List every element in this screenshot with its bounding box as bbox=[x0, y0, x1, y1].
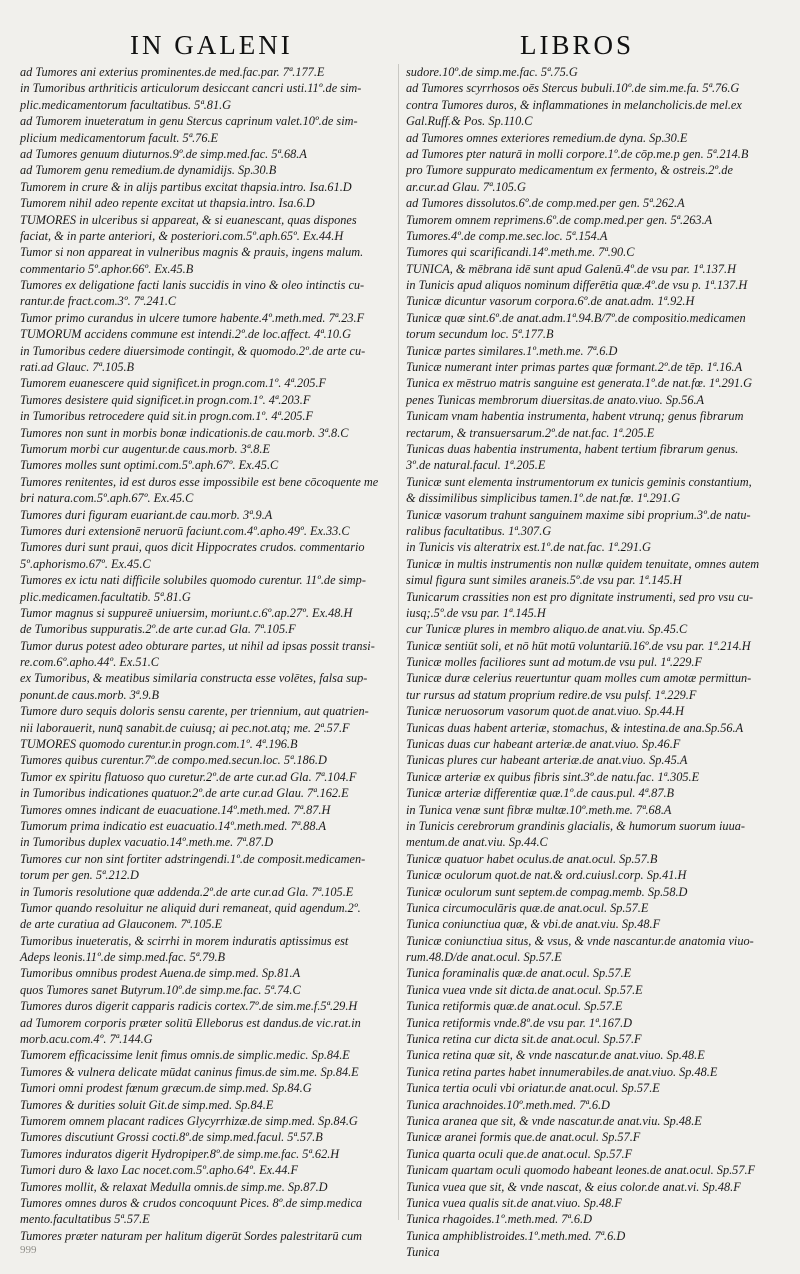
index-entry: ad Tumores genuum diuturnos.9º.de simp.med.fac. 5ª.68.A bbox=[20, 146, 307, 161]
index-entry: TUNICA, & mēbrana idē sunt apud Galenū.4º.de vsu par. 1ª.137.H bbox=[406, 261, 736, 276]
index-entry: mento.facultatibus 5ª.57.E bbox=[20, 1212, 150, 1227]
index-entry: ad Tumores omnes exteriores remedium.de dyna. Sp.30.E bbox=[406, 130, 688, 145]
index-entry: in Tumoribus retrocedere quid sit.in progn.com.1º. 4ª.205.F bbox=[20, 409, 313, 424]
index-entry: Tunica coniunctiua quæ, & vbi.de anat.viu. Sp.48.F bbox=[406, 917, 661, 932]
index-entry: rum.48.D/de anat.ocul. Sp.57.E bbox=[406, 950, 562, 965]
index-entry: Tumores duri extensionē neruorū faciunt.com.4º.apho.49º. Ex.33.C bbox=[20, 523, 350, 538]
index-entry: in Tunicis apud aliquos nominum differētia quæ.4º.de vsu p. 1ª.137.H bbox=[406, 278, 748, 293]
index-entry: in Tunicis cerebrorum grandinis glacialis, & humorum suorum iuua- bbox=[406, 818, 745, 833]
index-entry: Tunicæ oculorum quot.de nat.& ord.cuiusl.corp. Sp.41.H bbox=[406, 868, 687, 883]
header-left: IN GALENI bbox=[130, 30, 293, 60]
index-entry: Tunicæ numerant inter primas partes quæ formant.2º.de tēp. 1ª.16.A bbox=[406, 360, 743, 375]
left-column bbox=[20, 64, 392, 1243]
index-entry: Tumores quibus curentur.7º.de compo.med.secun.loc. 5ª.186.D bbox=[20, 753, 327, 768]
index-entry: sudore.10º.de simp.me.fac. 5ª.75.G bbox=[406, 65, 578, 79]
index-entry: Tunicæ dicuntur vasorum corpora.6º.de anat.adm. 1ª.92.H bbox=[406, 294, 695, 309]
index-entry: Tumores & durities soluit Git.de simp.med. Sp.84.E bbox=[20, 1097, 274, 1112]
index-entry: rectarum, & transuersarum.2º.de nat.fac. 1ª.205.E bbox=[406, 425, 655, 440]
running-header bbox=[0, 30, 800, 64]
index-entry: in Tumoribus duplex vacuatio.14º.meth.me. 7ª.87.D bbox=[20, 835, 274, 850]
index-entry: quos Tumores sanet Butyrum.10º.de simp.me.fac. 5ª.74.C bbox=[20, 982, 301, 997]
index-entry: ex Tumoribus, & meatibus similaria constructa esse volētes, falsa sup- bbox=[20, 671, 368, 686]
index-entry: ad Tumores pter naturā in molli corpore.1º.de cōp.me.p gen. 5ª.214.B bbox=[406, 146, 749, 161]
index-entry: plic.medicamentorum facultatibus. 5ª.81.G bbox=[20, 97, 232, 112]
index-entry: plic.medicamen.facultatib. 5ª.81.G bbox=[20, 589, 191, 604]
index-entry: TUMORES quomodo curentur.in progn.com.1º. 4ª.196.B bbox=[20, 737, 298, 752]
index-entry: TUMORUM accidens commune est intendi.2º.de loc.affect. 4ª.10.G bbox=[20, 327, 351, 342]
index-entry: Tumores & vulnera delicate mūdat caninus fimus.de sim.me. Sp.84.E bbox=[20, 1064, 359, 1079]
right-column bbox=[406, 64, 772, 1260]
index-entry: Tumore duro sequis doloris sensu carente, per triennium, aut quatrien- bbox=[20, 704, 369, 719]
index-entry: Tunicas duas habent arteriæ, stomachus, & intestina.de ana.Sp.56.A bbox=[406, 720, 744, 735]
index-entry: Tunicæ in multis instrumentis non nullæ quidem tenuitate, omnes autem bbox=[406, 556, 760, 571]
index-entry: ralibus facultatibus. 1ª.307.G bbox=[406, 523, 552, 538]
index-entry: faciat, & in parte anteriori, & posteriori.com.5º.aph.65º. Ex.44.H bbox=[20, 228, 344, 243]
index-entry: in Tumoris resolutione quæ addenda.2º.de arte cur.ad Gla. 7ª.105.E bbox=[20, 884, 354, 899]
index-entry: Tumores mollit, & relaxat Medulla omnis.de simp.me. Sp.87.D bbox=[20, 1179, 328, 1194]
index-entry: simul figura sunt similes araneis.5º.de vsu par. 1ª.145.H bbox=[406, 573, 682, 588]
index-entry: in Tunica venæ sunt fibræ multæ.10º.meth.me. 7ª.68.A bbox=[406, 802, 672, 817]
index-entry: Tumores molles sunt optimi.com.5º.aph.67º. Ex.45.C bbox=[20, 458, 279, 473]
index-entry: Tunica retina quæ sit, & vnde nascatur.de anat.viuo. Sp.48.E bbox=[406, 1048, 705, 1063]
index-entry: Tumorem nihil adeo repente excitat ut thapsia.intro. Isa.6.D bbox=[20, 196, 315, 211]
index-entry: Tunica foraminalis quæ.de anat.ocul. Sp.57.E bbox=[406, 966, 632, 981]
index-entry: mentum.de anat.viu. Sp.44.C bbox=[406, 835, 548, 850]
index-entry: 3º.de natural.facul. 1ª.205.E bbox=[406, 458, 546, 473]
index-entry: rantur.de fract.com.3º. 7ª.241.C bbox=[20, 294, 177, 309]
index-entry: Tumor magnus si suppureē uniuersim, moriunt.c.6º.ap.27º. Ex.48.H bbox=[20, 605, 353, 620]
index-entry: Tunicæ quæ sint.6º.de anat.adm.1ª.94.B/7º.de compositio.medicamen bbox=[406, 310, 746, 325]
index-entry: Tumores.4º.de comp.me.sec.loc. 5ª.154.A bbox=[406, 228, 608, 243]
index-entry: Tumorem omnem placant radices Glycyrrhizæ.de simp.med. Sp.84.G bbox=[20, 1114, 358, 1128]
index-entry: 5º.aphorismo.67º. Ex.45.C bbox=[20, 556, 151, 571]
index-entry: Tumores non sunt in morbis bonæ indicationis.de cau.morb. 3ª.8.C bbox=[20, 425, 349, 440]
index-entry: plicium medicamentorum facult. 5ª.76.E bbox=[20, 130, 219, 145]
index-entry: Tumoribus omnibus prodest Auena.de simp.med. Sp.81.A bbox=[20, 966, 301, 981]
index-entry: Tumori duro & laxo Lac nocet.com.5º.apho.64º. Ex.44.F bbox=[20, 1163, 299, 1178]
index-entry: contra Tumores duros, & inflammationes in melancholicis.de mel.ex bbox=[406, 97, 742, 112]
index-entry: Tumores ex deligatione facti lanis succidis in vino & oleo intinctis cu- bbox=[20, 278, 365, 293]
column-rule bbox=[398, 64, 399, 1220]
index-entry: in Tumoribus cedere diuersimode contingit, & quomodo.2º.de arte cu- bbox=[20, 343, 366, 358]
index-entry: penes Tunicas membrorum diuersitas.de anato.viuo. Sp.56.A bbox=[406, 392, 705, 407]
index-entry: Tumores discutiunt Grossi cocti.8º.de simp.med.facul. 5ª.57.B bbox=[20, 1130, 323, 1145]
index-entry: re.com.6º.apho.44º. Ex.51.C bbox=[20, 655, 160, 670]
index-entry: Tumores duri figuram euariant.de cau.morb. 3ª.9.A bbox=[20, 507, 273, 522]
index-entry: Tunica arachnoides.10º.meth.med. 7ª.6.D bbox=[406, 1097, 610, 1112]
index-entry: ad Tumores ani exterius prominentes.de med.fac.par. 7ª.177.E bbox=[20, 65, 325, 79]
index-entry: ar.cur.ad Glau. 7ª.105.G bbox=[406, 179, 526, 194]
index-entry: Tunicam quartam oculi quomodo habeant leones.de anat.ocul. Sp.57.F bbox=[406, 1163, 756, 1178]
index-entry: Tunicam vnam habentia instrumenta, habent vtrunq; genus fibrarum bbox=[406, 409, 744, 424]
index-entry: bri natura.com.5º.aph.67º. Ex.45.C bbox=[20, 491, 194, 506]
index-entry: Tunica vuea que sit, & vnde nascat, & eius color.de anat.vi. Sp.48.F bbox=[406, 1179, 741, 1194]
index-entry: in Tumoribus indicationes quatuor.2º.de arte cur.ad Glau. 7ª.162.E bbox=[20, 786, 349, 801]
index-entry: Tumor ex spiritu flatuoso quo curetur.2º.de arte cur.ad Gla. 7ª.104.F bbox=[20, 769, 357, 784]
index-entry: Tumores duri sunt praui, quos dicit Hippocrates crudos. commentario bbox=[20, 540, 365, 555]
index-entry: Tunicæ quatuor habet oculus.de anat.ocul. Sp.57.B bbox=[406, 851, 658, 866]
index-entry: tur rursus ad statum proprium redire.de vsu pulsf. 1ª.229.F bbox=[406, 687, 697, 702]
index-entry: Tunica amphiblistroides.1º.meth.med. 7ª.6.D bbox=[406, 1228, 626, 1243]
index-entry: Tunica vuea qualis sit.de anat.viuo. Sp.48.F bbox=[406, 1195, 622, 1210]
index-entry: Tunica retina partes habet innumerabiles.de anat.viuo. Sp.48.E bbox=[406, 1064, 718, 1079]
index-entry: Tumor si non appareat in vulneribus magnis & prauis, ingens malum. bbox=[20, 245, 364, 260]
index-entry: torum per gen. 5ª.212.D bbox=[20, 868, 139, 883]
index-entry: de Tumoribus suppuratis.2º.de arte cur.ad Gla. 7ª.105.F bbox=[20, 622, 296, 637]
index-entry: Tunicas plures cur habeant arteriæ.de anat.viuo. Sp.45.A bbox=[406, 753, 688, 768]
index-entry: Tumorem in crure & in alijs partibus excitat thapsia.intro. Isa.61.D bbox=[20, 179, 352, 194]
index-entry: in Tunicis vis alteratrix est.1º.de nat.fac. 1ª.291.G bbox=[406, 540, 651, 555]
index-entry: Tunicæ sentiūt soli, et nō hūt motū voluntariū.16º.de vsu par. 1ª.214.H bbox=[406, 638, 751, 653]
index-entry: Tunicæ coniunctiua situs, & vsus, & vnde nascantur.de anatomia viuo- bbox=[406, 933, 754, 948]
index-entry: Tunicæ vasorum trahunt sanguinem maxime sibi proprium.3º.de natu- bbox=[406, 507, 751, 522]
index-entry: Tumor durus potest adeo obturare partes, ut nihil ad ipsas possit transi- bbox=[20, 638, 375, 653]
index-entry: Tunicæ duræ celerius reuertuntur quam molles cum amotæ permittun- bbox=[406, 671, 752, 686]
index-entry: Tunicæ oculorum sunt septem.de compag.memb. Sp.58.D bbox=[406, 884, 688, 899]
index-entry: Tunicæ partes similares.1º.meth.me. 7ª.6.D bbox=[406, 343, 618, 358]
index-entry: Tunicæ aranei formis que.de anat.ocul. Sp.57.F bbox=[406, 1130, 641, 1145]
index-entry: Tunica retina cur dicta sit.de anat.ocul. Sp.57.F bbox=[406, 1032, 642, 1047]
index-entry: Tumorum morbi cur augentur.de caus.morb. 3ª.8.E bbox=[20, 441, 271, 456]
header-right: LIBROS bbox=[520, 30, 635, 60]
index-entry: torum secundum loc. 5ª.177.B bbox=[406, 327, 554, 342]
index-entry: Tunicas duas cur habeant arteriæ.de anat.viuo. Sp.46.F bbox=[406, 737, 681, 752]
index-entry: ad Tumorem genu remedium.de dynamidijs. Sp.30.B bbox=[20, 163, 277, 178]
index-entry: Tumores desistere quid significet.in progn.com.1º. 4ª.203.F bbox=[20, 392, 311, 407]
index-entry: cur Tunicæ plures in membro aliquo.de anat.viu. Sp.45.C bbox=[406, 622, 688, 637]
index-entry: Tunica bbox=[406, 1245, 440, 1260]
index-entry: Tunica retiformis vnde.8º.de vsu par. 1ª.167.D bbox=[406, 1015, 633, 1030]
index-entry: nii laborauerit, nunq̄ sanabit.de cuiusq; ai pec.not.atq; me. 2ª.57.F bbox=[20, 720, 350, 735]
index-entry: Tunica ex mēstruo matris sanguine est generata.1º.de nat.fœ. 1ª.291.G bbox=[406, 376, 753, 391]
index-entry: Tunica quarta oculi que.de anat.ocul. Sp.57.F bbox=[406, 1146, 633, 1161]
index-entry: de arte curatiua ad Glauconem. 7ª.105.E bbox=[20, 917, 223, 932]
index-entry: ad Tumores scyrrhosos oēs Stercus bubuli.10º.de sim.me.fa. 5ª.76.G bbox=[406, 81, 740, 96]
index-entry: ponunt.de caus.morb. 3ª.9.B bbox=[20, 687, 159, 702]
index-entry: Tumorem omnem reprimens.6º.de comp.med.per gen. 5ª.263.A bbox=[406, 212, 713, 227]
index-entry: Tunica rhagoides.1º.meth.med. 7ª.6.D bbox=[406, 1212, 592, 1227]
index-entry: Tunicarum crassities non est pro dignitate instrumenti, sed pro vsu cu- bbox=[406, 589, 754, 604]
index-entry: Tumores induratos digerit Hydropiper.8º.de simp.me.fac. 5ª.62.H bbox=[20, 1146, 340, 1161]
index-entry: Tumores renitentes, id est duros esse impossibile est bene cōcoquente me bbox=[20, 474, 379, 489]
index-entry: & dissimilibus simplicibus tamen.1º.de nat.fœ. 1ª.291.G bbox=[406, 491, 680, 506]
index-entry: Tumores omnes duros & crudos concoquunt Pices. 8º.de simp.medica bbox=[20, 1195, 363, 1210]
index-entry: Tumorem euanescere quid significet.in progn.com.1º. 4ª.205.F bbox=[20, 376, 327, 391]
index-entry: Tumor quando resoluitur ne aliquid duri remaneat, quid agendum.2º. bbox=[20, 900, 361, 915]
index-entry: ad Tumorem corporis præter solitū Elleborus est dandus.de vic.rat.in bbox=[20, 1015, 361, 1030]
index-entry: Tumor primo curandus in ulcere tumore habente.4º.meth.med. 7ª.23.F bbox=[20, 310, 365, 325]
index-entry: Tumores cur non sint fortiter adstringendi.1º.de composit.medicamen- bbox=[20, 851, 366, 866]
index-entry: iusq;.5º.de vsu par. 1ª.145.H bbox=[406, 605, 546, 620]
index-entry: Tumorum prima indicatio est euacuatio.14º.meth.med. 7ª.88.A bbox=[20, 818, 327, 833]
index-entry: Tunica aranea que sit, & vnde nascatur.de anat.viu. Sp.48.E bbox=[406, 1114, 702, 1128]
index-entry: pro Tumore suppurato medicamentum ex fermento, & ostreis.2º.de bbox=[406, 163, 733, 178]
index-entry: ad Tumores dissolutos.6º.de comp.med.per gen. 5ª.262.A bbox=[406, 196, 685, 211]
index-entry: Tunicæ arteriæ ex quibus fibris sint.3º.de natu.fac. 1ª.305.E bbox=[406, 769, 700, 784]
index-entry: TUMORES in ulceribus si appareat, & si euanescant, quas dispones bbox=[20, 212, 357, 227]
index-entry: ad Tumorem inueteratum in genu Stercus caprinum valet.10º.de sim- bbox=[20, 114, 358, 129]
index-entry: Tumores duros digerit capparis radicis cortex.7º.de sim.me.f.5ª.29.H bbox=[20, 999, 358, 1014]
index-entry: Tumorem efficacissime lenit fimus omnis.de simplic.medic. Sp.84.E bbox=[20, 1048, 350, 1063]
index-entry: Tunica tertia oculi vbi oriatur.de anat.ocul. Sp.57.E bbox=[406, 1081, 660, 1096]
index-entry: Tumores qui scarificandi.14º.meth.me. 7ª.90.C bbox=[406, 245, 635, 260]
index-entry: Tunicæ neruosorum vasorum quot.de anat.viuo. Sp.44.H bbox=[406, 704, 685, 719]
index-entry: Adeps leonis.11º.de simp.med.fac. 5ª.79.B bbox=[20, 950, 226, 965]
index-entry: rati.ad Glauc. 7ª.105.B bbox=[20, 360, 135, 375]
index-entry: Tumores ex ictu nati difficile solubiles quomodo curentur. 11º.de simp- bbox=[20, 573, 366, 588]
handwritten-mark: 999 bbox=[20, 1244, 37, 1256]
index-entry: commentario 5º.aphor.66º. Ex.45.B bbox=[20, 261, 194, 276]
index-entry: Tunicæ molles faciliores sunt ad motum.de vsu pul. 1ª.229.F bbox=[406, 655, 703, 670]
index-entry: morb.acu.com.4º. 7ª.144.G bbox=[20, 1032, 153, 1047]
index-entry: in Tumoribus arthriticis articulorum desiccant cancri usti.11º.de sim- bbox=[20, 81, 362, 96]
index-entry: Tunicæ sunt elementa instrumentorum ex tunicis geminis constantium, bbox=[406, 474, 752, 489]
index-entry: Tunica vuea vnde sit dicta.de anat.ocul. Sp.57.E bbox=[406, 982, 643, 997]
index-entry: Tunica retiformis quæ.de anat.ocul. Sp.57.E bbox=[406, 999, 623, 1014]
index-entry: Tumori omni prodest fœnum græcum.de simp.med. Sp.84.G bbox=[20, 1081, 312, 1096]
index-entry: Gal.Ruff.& Pos. Sp.110.C bbox=[406, 114, 533, 129]
index-entry: Tunicæ arteriæ differentiæ quæ.1º.de caus.pul. 4ª.87.B bbox=[406, 786, 675, 801]
index-entry: Tumores omnes indicant de euacuatione.14º.meth.med. 7ª.87.H bbox=[20, 802, 331, 817]
index-entry: Tunica circumoculāris quæ.de anat.ocul. Sp.57.E bbox=[406, 900, 649, 915]
index-entry: Tumoribus inueteratis, & scirrhi in morem induratis aptissimus est bbox=[20, 933, 349, 948]
index-entry: Tumores præter naturam per halitum digerūt Sordes palestritarū cum bbox=[20, 1228, 363, 1243]
index-entry: Tunicas duas habentia instrumenta, habent tertium fibrarum genus. bbox=[406, 441, 739, 456]
